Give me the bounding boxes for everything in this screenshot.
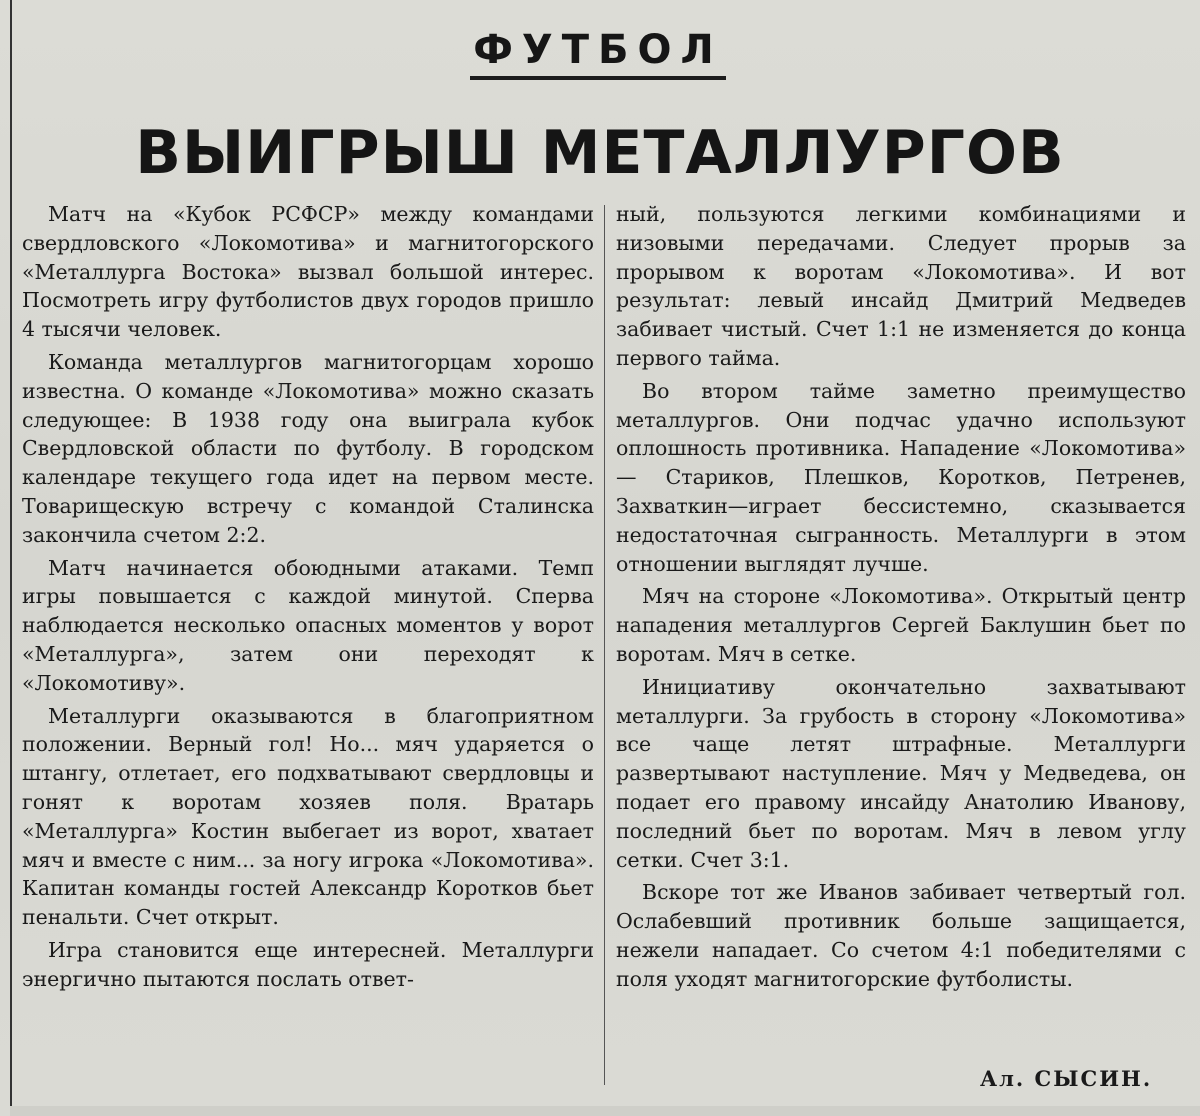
paragraph: Игра становится еще интересней. Металлурги энергично пытаются послать ответ- bbox=[22, 937, 594, 991]
article-column-left bbox=[22, 200, 594, 994]
paragraph: Команда металлургов магнитогорцам хорошо известна. О команде «Локомотива» можно сказать следующее: В 1938 году она выиграла кубок Свердловской области по футболу. В городском календаре текущего года идет на первом месте. Товарищескую встречу с командой Сталинска закончила счетом 2:2. bbox=[22, 349, 594, 547]
paragraph: Во втором тайме заметно преимущество металлургов. Они подчас удачно используют оплошность противника. Нападение «Локомотива» — Стариков, Плешков, Коротков, Петренев, Захваткин—играет бессистемно, сказывается недостаточная сыгранность. Металлурги в этом отношении выглядят лучше. bbox=[616, 378, 1186, 576]
article-column-right bbox=[616, 200, 1186, 994]
paragraph: Матч на «Кубок РСФСР» между командами свердловского «Локомотива» и магнитогорского «Металлурга Востока» вызвал большой интерес. Посмотреть игру футболистов двух городов пришло 4 тысячи человек. bbox=[22, 202, 594, 342]
author-signature: Ал. СЫСИН. bbox=[980, 1066, 1153, 1091]
paragraph: Матч начинается обоюдными атаками. Темп игры повышается с каждой минутой. Сперва наблюдается несколько опасных моментов у ворот «Металлурга», затем они переходят к «Локомотиву». bbox=[22, 555, 594, 695]
page-bottom-edge bbox=[10, 1106, 1200, 1116]
paragraph: Вскоре тот же Иванов забивает четвертый гол. Ослабевший противник больше защищается, нежели нападает. Со счетом 4:1 победителями с поля уходят магнитогорские футболисты. bbox=[616, 880, 1186, 991]
paragraph: ный, пользуются легкими комбинациями и низовыми передачами. Следует прорыв за прорывом к воротам «Локомотива». И вот результат: левый инсайд Дмитрий Медведев забивает чистый. Счет 1:1 не изменяется до конца первого тайма. bbox=[616, 202, 1186, 370]
paragraph: Металлурги оказываются в благоприятном положении. Верный гол! Но... мяч ударяется о штангу, отлетает, его подхватывают свердловцы и гонят к воротам хозяев поля. Вратарь «Металлурга» Костин выбегает из ворот, хватает мяч и вместе с ним... за ногу игрока «Локомотива». Капитан команды гостей Александр Коротков бьет пенальти. Счет открыт. bbox=[22, 703, 594, 930]
paragraph: Инициативу окончательно захватывают металлурги. За грубость в сторону «Локомотива» все чаще летят штрафные. Металлурги развертывают наступление. Мяч у Медведева, он подает его правому инсайду Анатолию Иванову, последний бьет по воротам. Мяч в левом углу сетки. Счет 3:1. bbox=[616, 674, 1186, 872]
paragraph: Мяч на стороне «Локомотива». Открытый центр нападения металлургов Сергей Баклушин бьет по воротам. Мяч в сетке. bbox=[616, 584, 1186, 666]
rubric-underline bbox=[470, 76, 726, 80]
column-divider bbox=[604, 205, 605, 1085]
left-column-rule bbox=[10, 0, 12, 1116]
article-headline: ВЫИГРЫШ МЕТАЛЛУРГОВ bbox=[135, 118, 1065, 188]
section-rubric: ФУТБОЛ bbox=[473, 27, 723, 73]
